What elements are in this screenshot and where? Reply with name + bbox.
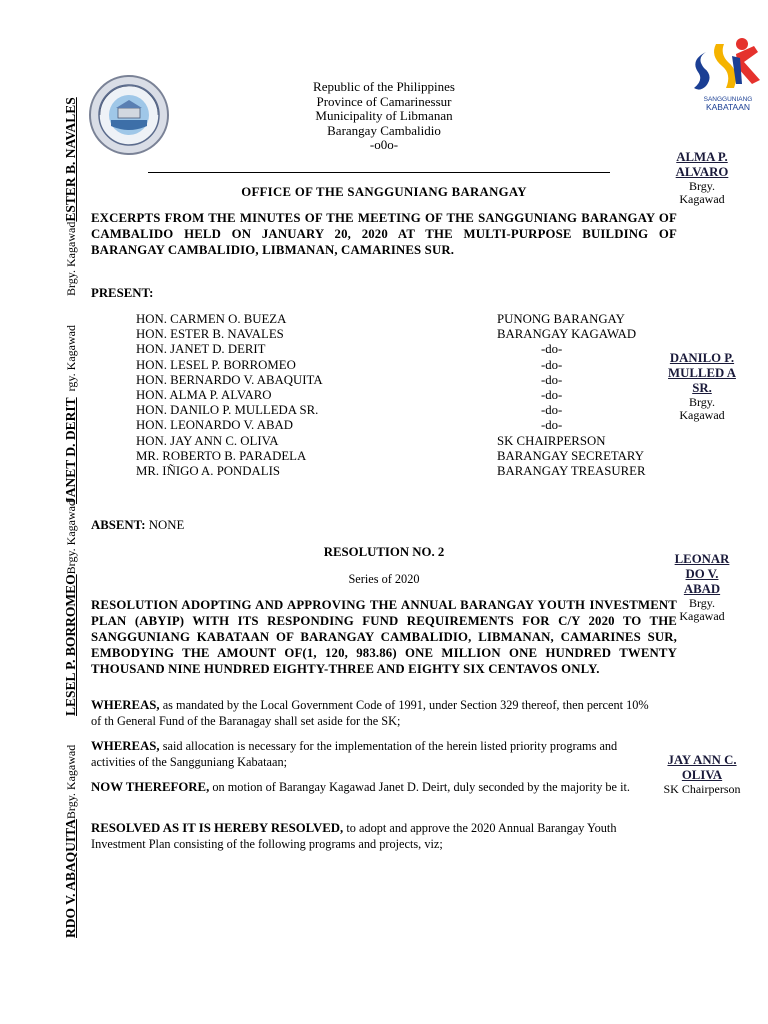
attendee-role: -do- bbox=[541, 403, 563, 418]
attendee-name: HON. JANET D. DERIT bbox=[136, 342, 266, 357]
signatory-name: JANET D. DERIT bbox=[63, 397, 78, 504]
left-signatory-4 bbox=[62, 745, 80, 938]
whereas-paragraph-2 bbox=[91, 739, 661, 770]
attendee-role: PUNONG BARANGAY bbox=[497, 312, 625, 326]
attendee-name: MR. IÑIGO A. PONDALIS bbox=[136, 464, 280, 479]
absent-line bbox=[91, 518, 184, 533]
left-signatory-3 bbox=[62, 500, 80, 716]
now-therefore-paragraph bbox=[91, 780, 661, 796]
header-line: Barangay Cambalidio bbox=[327, 122, 441, 138]
signatory-role: SK Chairperson bbox=[663, 782, 741, 796]
left-signatory-2 bbox=[62, 325, 80, 504]
resolution-series: Series of 2020 bbox=[348, 572, 420, 586]
paragraph-text: on motion of Barangay Kagawad Janet D. Deirt, duly seconded by the majority be it. bbox=[209, 780, 630, 794]
attendee-name: HON. LESEL P. BORROMEO bbox=[136, 357, 296, 372]
signatory-name: JAY ANN C. OLIVA bbox=[667, 753, 737, 782]
attendee-role: SK CHAIRPERSON bbox=[497, 433, 606, 448]
attendee-role: BARANGAY SECRETARY bbox=[497, 448, 644, 463]
paragraph-text: said allocation is necessary for the implementation of the herein listed priority programs and activities of the Sangguniang Kabataan; bbox=[91, 739, 618, 769]
paragraph-lead: NOW THEREFORE, bbox=[91, 780, 210, 794]
signatory-role: Brgy. Kagawad bbox=[64, 744, 78, 820]
sk-logo-text-bottom: KABATAAN bbox=[705, 102, 751, 112]
header-divider bbox=[148, 172, 610, 173]
resolved-paragraph bbox=[91, 821, 661, 852]
signatory-name: ALMA P. ALVARO bbox=[675, 150, 729, 179]
right-signatory bbox=[660, 552, 744, 623]
signatory-name: LESEL P. BORROMEO bbox=[63, 574, 78, 716]
resolution-number: RESOLUTION NO. 2 bbox=[323, 545, 445, 559]
attendee-name: HON. DANILO P. MULLEDA SR. bbox=[136, 403, 319, 418]
attendee-name: HON. JAY ANN C. OLIVA bbox=[136, 433, 279, 448]
header-line: -o0o- bbox=[369, 137, 399, 152]
signatory-role: rgy. Kagawad bbox=[64, 325, 78, 392]
resolution-title: RESOLUTION ADOPTING AND APPROVING THE ANNUAL BARANGAY YOUTH INVESTMENT PLAN (ABYIP) WITH ITS RESPONDING FUND REQUIREMENTS FOR C/Y 2020 TO THE SANGGUNIANG KABATAAN OF BARANGAY CAMBALIDIO, LIBMANAN, CAMARINES SUR, EMBODYING THE AMOUNT OF(1, 120, 983.86) ONE MILLION ONE HUNDRED TWENTY THOUSAND NINE HUNDRED EIGHTY-THREE AND EIGHTY SIX CENTAVOS ONLY. bbox=[91, 598, 677, 676]
signatory-role: Brgy. Kagawad bbox=[64, 221, 78, 296]
attendee-name: HON. LEONARDO V. ABAD bbox=[136, 418, 294, 433]
attendee-role: -do- bbox=[541, 372, 563, 387]
header-line: Province of Camarinessur bbox=[316, 93, 452, 109]
signatory-name: DANILO P. MULLED A SR. bbox=[668, 351, 736, 395]
sk-logo-text-top: SANGGUNIANG bbox=[703, 96, 753, 103]
attendee-name: HON. BERNARDO V. ABAQUITA bbox=[136, 372, 323, 387]
header-line: Republic of the Philippines bbox=[313, 79, 455, 94]
paragraph-lead: WHEREAS, bbox=[91, 698, 160, 712]
attendee-role: BARANGAY KAGAWAD bbox=[497, 327, 637, 342]
absent-value: NONE bbox=[148, 518, 185, 532]
paragraph-text: to adopt and approve the 2020 Annual Barangay Youth Investment Plan consisting of the following programs and projects, viz; bbox=[91, 821, 617, 851]
signatory-role: Brgy. Kagawad bbox=[679, 596, 725, 623]
attendee-name: HON. ESTER B. NAVALES bbox=[136, 327, 284, 342]
excerpts-paragraph: EXCERPTS FROM THE MINUTES OF THE MEETING OF THE SANGGUNIANG BARANGAY OF CAMBALIDO HELD ON JANUARY 20, 2020 AT THE MULTI-PURPOSE BUILDING OF BARANGAY CAMBALIDIO, LIBMANAN, CAMARINES SUR. bbox=[91, 211, 677, 257]
attendee-name: HON. CARMEN O. BUEZA bbox=[136, 312, 287, 326]
paragraph-text: as mandated by the Local Government Code of 1991, under Section 329 thereof, then percent 10% of th General Fund of the Baranagay shall set aside for the SK; bbox=[91, 698, 649, 728]
signatory-role: Brgy. Kagawad bbox=[679, 179, 725, 206]
attendees-names bbox=[136, 312, 476, 479]
absent-label: ABSENT: bbox=[91, 518, 146, 532]
attendee-role: -do- bbox=[541, 388, 563, 403]
office-title: OFFICE OF THE SANGGUNIANG BARANGAY bbox=[241, 185, 527, 199]
signatory-name: LEONAR DO V. ABAD bbox=[674, 552, 730, 596]
attendee-role: -do- bbox=[541, 357, 563, 372]
attendee-role: -do- bbox=[541, 342, 563, 357]
right-signatory bbox=[660, 753, 744, 796]
attendee-name: HON. ALMA P. ALVARO bbox=[136, 388, 272, 403]
attendee-role: BARANGAY TREASURER bbox=[497, 464, 646, 479]
right-signatory bbox=[660, 150, 744, 206]
signatory-role: Brgy. Kagawad bbox=[679, 395, 725, 422]
header-line: Municipality of Libmanan bbox=[315, 108, 453, 123]
attendees-roles bbox=[497, 312, 677, 479]
left-signatory-1 bbox=[62, 97, 80, 296]
paragraph-lead: RESOLVED AS IT IS HEREBY RESOLVED, bbox=[91, 821, 344, 835]
right-signatory bbox=[660, 351, 744, 422]
header-block bbox=[0, 80, 768, 153]
attendee-role: -do- bbox=[541, 418, 563, 433]
signatory-role: Brgy. Kagawad bbox=[64, 500, 78, 575]
whereas-paragraph-1 bbox=[91, 698, 661, 729]
present-label: PRESENT: bbox=[91, 286, 154, 300]
signatory-name: ESTER B. NAVALES bbox=[63, 97, 78, 222]
signatory-name: RDO V. ABAQUITA bbox=[63, 819, 78, 938]
attendee-name: MR. ROBERTO B. PARADELA bbox=[136, 448, 307, 463]
paragraph-lead: WHEREAS, bbox=[91, 739, 160, 753]
